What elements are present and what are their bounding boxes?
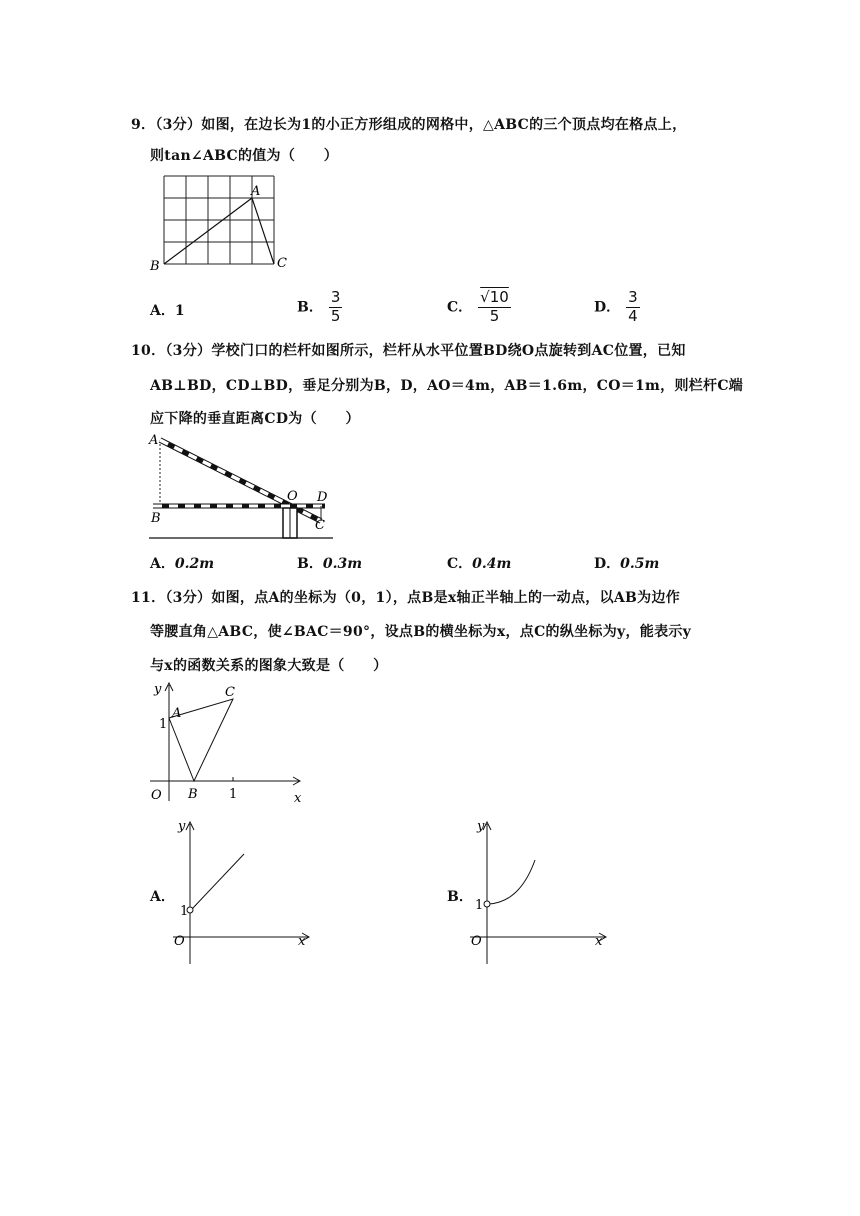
q9-option-a-value: 1 xyxy=(174,303,185,319)
q11-option-b-label[interactable]: B． xyxy=(447,889,473,905)
q10-option-a[interactable]: A．0.2m xyxy=(150,556,215,572)
q11-option-a-graph xyxy=(168,812,318,967)
q11-fig-label-b: B xyxy=(188,787,198,802)
q10-label-b: B xyxy=(151,511,161,526)
q11-line-3: 与x的函数关系的图象大致是（ ） xyxy=(150,658,388,674)
q9-option-a-label: A． xyxy=(150,303,175,319)
q11-main-figure xyxy=(145,675,315,810)
q10-line-3: 应下降的垂直距离CD为（ ） xyxy=(150,411,360,427)
q9-option-b-fraction: $\frac{3}{5}$ xyxy=(330,288,341,325)
q10-label-c: C xyxy=(315,518,325,533)
q11-option-b-graph xyxy=(465,812,615,967)
svg-text:1: 1 xyxy=(475,898,484,913)
q11-line-1: 11．（3分）如图，点A的坐标为（0，1），点B是x轴正半轴上的一动点，以AB为边作 xyxy=(131,590,681,606)
q9-option-c[interactable] xyxy=(447,290,511,325)
svg-text:x: x xyxy=(595,934,603,949)
q11-fig-label-one-y: 1 xyxy=(159,717,168,732)
q9-option-d[interactable] xyxy=(594,290,640,325)
q10-line-1: 10．（3分）学校门口的栏杆如图所示，栏杆从水平位置BD绕O点旋转到AC位置，已知 xyxy=(131,343,686,359)
q11-option-a-label[interactable]: A． xyxy=(150,889,175,905)
svg-text:x: x xyxy=(298,934,306,949)
q9-label-c: C xyxy=(277,256,287,271)
svg-text:O: O xyxy=(471,934,482,949)
q11-fig-label-c: C xyxy=(225,685,235,700)
q10-line-2: AB⊥BD，CD⊥BD，垂足分别为B，D，AO＝4m，AB＝1.6m，CO＝1m，则栏杆C端 xyxy=(150,378,744,394)
q9-grid-figure xyxy=(148,170,288,280)
svg-text:1: 1 xyxy=(180,904,189,919)
q11-fig-label-one-x: 1 xyxy=(229,787,238,802)
q9-line-2: 则tan∠ABC的值为（ ） xyxy=(150,148,339,164)
q11-line-2: 等腰直角△ABC，使∠BAC＝90°，设点B的横坐标为x，点C的纵坐标为y，能表示y xyxy=(150,624,692,640)
q11-fig-label-x: x xyxy=(294,791,302,806)
q9-line-1: 9．（3分）如图，在边长为1的小正方形组成的网格中，△ABC的三个顶点均在格点上， xyxy=(131,117,687,133)
q10-label-o: O xyxy=(287,489,298,504)
q10-label-a: A xyxy=(149,433,159,448)
q11-fig-label-y: y xyxy=(154,682,162,697)
q10-option-c[interactable]: C．0.4m xyxy=(447,556,512,572)
q9-label-a: A xyxy=(251,184,261,199)
q10-barrier-figure xyxy=(145,428,345,544)
q11-fig-label-a: A xyxy=(172,706,182,721)
q10-option-b[interactable]: B．0.3m xyxy=(297,556,363,572)
q9-option-d-label: D． xyxy=(594,299,621,316)
q11-fig-label-o: O xyxy=(151,788,162,803)
q9-label-b: B xyxy=(150,259,160,274)
q9-option-c-label: C． xyxy=(447,299,473,316)
q9-option-b[interactable] xyxy=(297,290,342,325)
q9-option-b-label: B． xyxy=(297,299,323,316)
svg-text:y: y xyxy=(477,819,485,834)
q10-option-d[interactable]: D．0.5m xyxy=(594,556,660,572)
q10-label-d: D xyxy=(317,490,328,505)
q9-option-c-fraction: $\frac{√10}{5}$ xyxy=(480,288,509,325)
q9-option-a[interactable] xyxy=(150,300,185,320)
svg-text:O: O xyxy=(174,934,185,949)
q9-option-d-fraction: $\frac{3}{4}$ xyxy=(628,288,638,325)
svg-text:y: y xyxy=(178,819,186,834)
